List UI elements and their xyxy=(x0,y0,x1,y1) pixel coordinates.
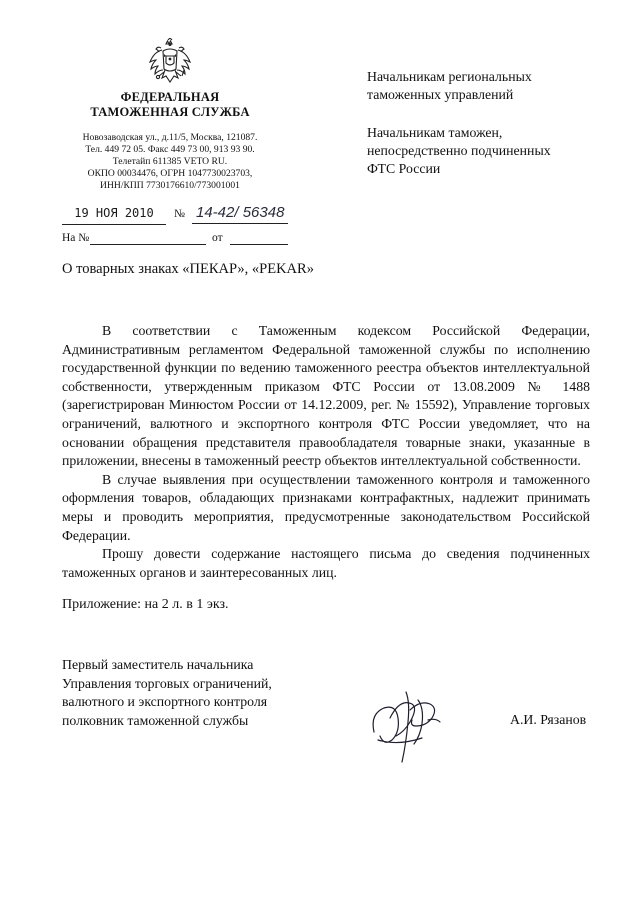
signer-title-line2: Управления торговых ограничений, xyxy=(62,675,272,691)
letter-number: 14-42/ 56348 xyxy=(192,204,288,224)
reference-date-line xyxy=(230,244,288,245)
double-headed-eagle-emblem-icon xyxy=(148,38,192,90)
number-label: № xyxy=(174,208,185,220)
handwritten-signature-icon xyxy=(366,680,476,770)
reference-date-label: от xyxy=(212,232,223,244)
addressee-line3: Начальникам таможен, xyxy=(367,125,503,140)
org-title-line1: ФЕДЕРАЛЬНАЯ xyxy=(120,90,220,104)
attachment-note: Приложение: на 2 л. в 1 экз. xyxy=(62,597,229,612)
letter-body xyxy=(62,322,590,582)
letter-subject: О товарных знаках «ПЕКАР», «PEKAR» xyxy=(62,261,314,277)
signer-title-line4: полковник таможенной службы xyxy=(62,712,249,728)
addressee-line2: таможенных управлений xyxy=(367,87,514,102)
organization-title xyxy=(70,90,270,120)
org-phone-fax: Тел. 449 72 05. Факс 449 73 00, 913 93 90. xyxy=(85,144,255,155)
reference-number-label: На № xyxy=(62,232,90,244)
signer-name: А.И. Рязанов xyxy=(510,712,587,727)
addressee-line4: непосредственно подчиненных xyxy=(367,143,551,158)
body-paragraph-2: В случае выявления при осуществлении таможенного контроля и таможенного оформления товаров, обладающих признаками контрафактных, надлежит принимать меры и проводить мероприятия, предусмотренные законодательством Российской Федерации. xyxy=(62,471,590,543)
signer-title-line1: Первый заместитель начальника xyxy=(62,657,254,672)
reference-row xyxy=(62,230,292,248)
signer-title-line3: валютного и экспортного контроля xyxy=(62,694,268,710)
organization-details xyxy=(62,132,278,192)
body-paragraph-1: В соответствии с Таможенным кодексом Российской Федерации, Административным регламентом Федеральной таможенной службы по исполнению государственной функции по ведению таможенного реестра объектов интеллектуальной собственности, утвержденным приказом ФТС России от 13.08.2009 № 1488 (зарегистрирован Минюстом России от 14.12.2009, рег. № 15592), Управление торговых ограничений, валютного и экспортного контроля ФТС России уведомляет, что на основании обращения представителя правообладателя товарные знаки, указанные в приложении, внесены в таможенный реестр объектов интеллектуальной собственности. xyxy=(62,323,590,469)
date-number-row xyxy=(62,204,292,226)
body-paragraph-3: Прошу довести содержание настоящего письма до сведения подчиненных таможенных органов и заинтересованных лиц. xyxy=(62,546,590,580)
signer-title xyxy=(62,656,272,730)
addressee-regional xyxy=(367,68,532,104)
addressee-line5: ФТС России xyxy=(367,161,441,176)
org-address: Новозаводская ул., д.11/5, Москва, 121087. xyxy=(82,132,258,143)
org-inn-kpp: ИНН/КПП 7730176610/773001001 xyxy=(100,180,240,191)
addressee-customs xyxy=(367,124,551,178)
org-teletype: Телетайп 611385 VETO RU. xyxy=(112,156,228,167)
addressee-line1: Начальникам региональных xyxy=(367,69,532,84)
org-title-line2: ТАМОЖЕННАЯ СЛУЖБА xyxy=(90,105,250,119)
org-okpo-ogrn: ОКПО 00034476, ОГРН 1047730023703, xyxy=(87,168,253,179)
reference-number-line xyxy=(90,244,206,245)
letter-date: 19 НОЯ 2010 xyxy=(62,204,166,225)
